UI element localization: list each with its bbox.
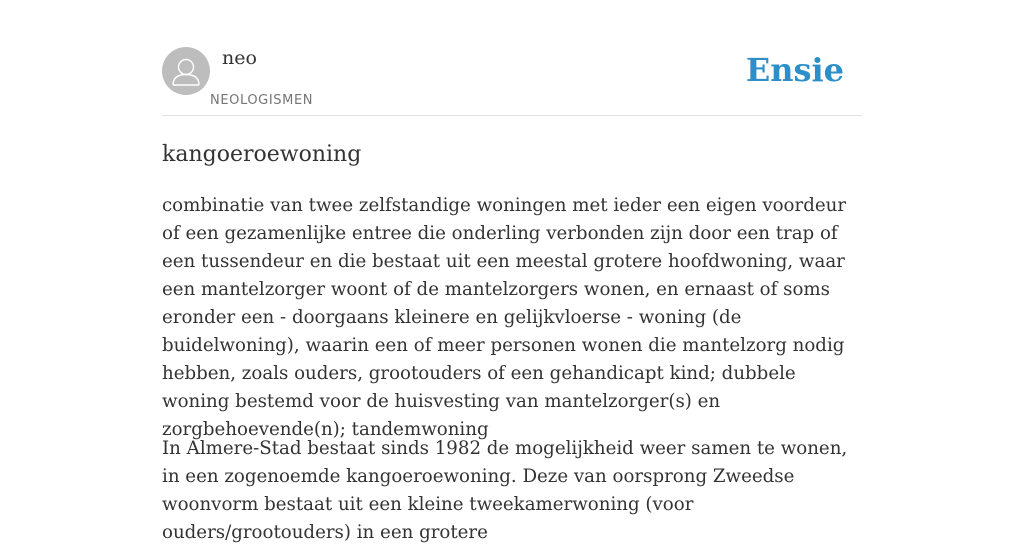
page-content [162, 0, 862, 543]
entry-definition: combinatie van twee zelfstandige woningen met ieder een eigen voordeur of een gezamenlijke entree die onderling verbonden zijn door een trap of een tussendeur en die bestaat uit een meestal grotere hoofdwoning, waar een mantelzorger woont of de mantelzorgers wonen, en ernaast of soms eronder een - doorgaans kleinere en gelijkvloerse - woning (de buidelwoning), waarin een of meer personen wonen die mantelzorg nodig hebben, zoals ouders, grootouders of een gehandicapt kind; dubbele woning bestemd voor de huisvesting van mantelzorger(s) en zorgbehoevende(n); tandemwoning [162, 195, 847, 440]
avatar[interactable] [162, 47, 210, 95]
username-link[interactable]: neo [222, 47, 257, 69]
entry-example: In Almere-Stad bestaat sinds 1982 de mogelijkheid weer samen te wonen, in een zogenoemde kangoeroewoning. Deze van oorsprong Zweedse woonvorm bestaat uit een kleine tweekamerwoning (voor ouders/grootouders) in een grotere [162, 438, 848, 543]
entry-header [162, 0, 862, 116]
entry-title: kangoeroewoning [162, 142, 362, 167]
user-placeholder-icon [162, 47, 210, 95]
category-label[interactable]: NEOLOGISMEN [210, 93, 314, 108]
site-logo[interactable]: Ensie [745, 51, 844, 89]
